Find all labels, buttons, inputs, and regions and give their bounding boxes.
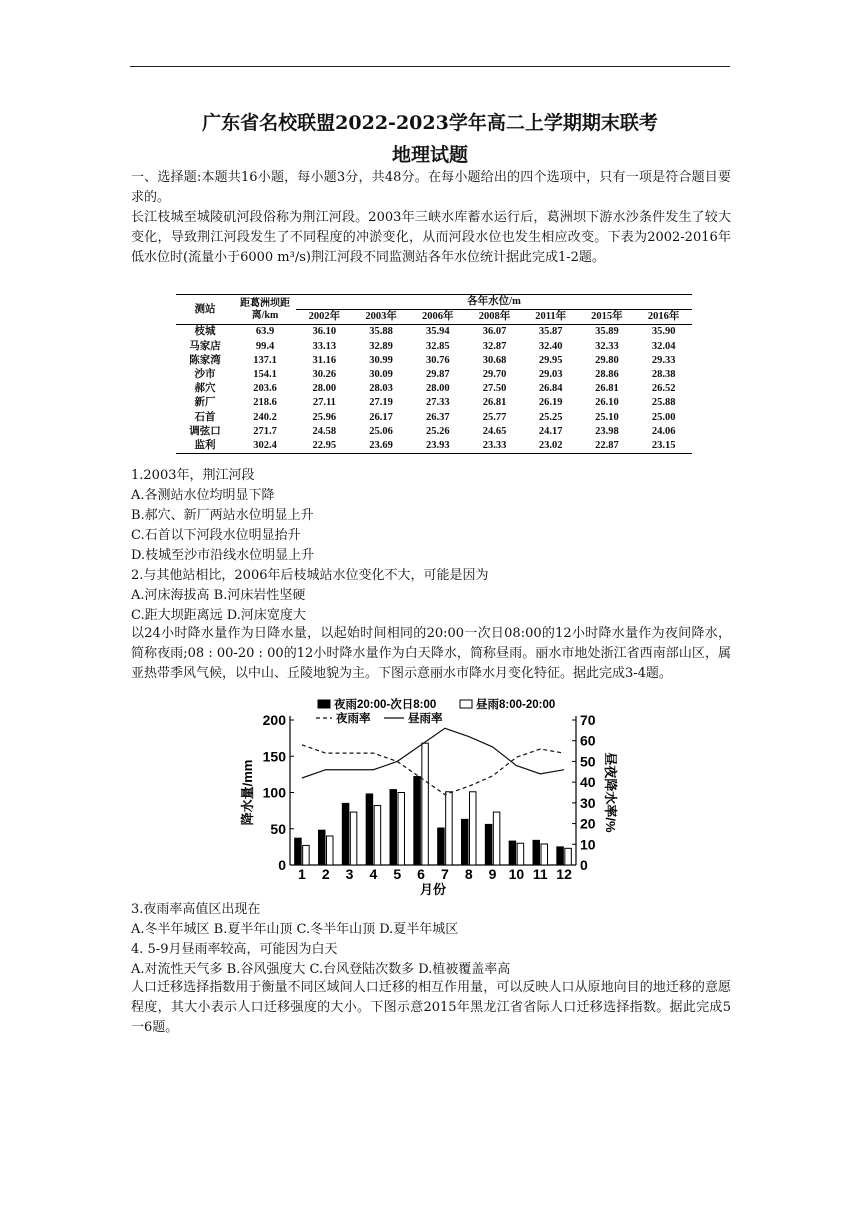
level-cell: 30.68	[482, 354, 507, 366]
table-row	[176, 325, 692, 340]
level-cell: 25.06	[369, 425, 393, 437]
year-header: 2008年	[466, 310, 523, 325]
level-cell: 35.94	[425, 326, 450, 338]
q4-stem: 4. 5-9月昼雨率较高，可能因为白天	[131, 942, 338, 957]
level-cell: 29.87	[425, 369, 450, 381]
y-tick-label-right: 20	[580, 815, 596, 832]
bar-night	[295, 838, 302, 865]
level-cell: 25.77	[482, 411, 507, 423]
bar-day	[493, 812, 500, 865]
level-cell: 28.00	[425, 383, 450, 395]
level-cell: 23.69	[353, 439, 410, 454]
level-cell: 29.03	[538, 369, 563, 381]
level-cell: 27.11	[312, 397, 336, 409]
level-cell: 26.84	[538, 383, 563, 395]
bar-night	[366, 794, 373, 865]
bar-day	[541, 844, 548, 865]
level-cell: 30.99	[369, 354, 393, 366]
level-cell: 35.87	[538, 326, 563, 338]
level-cell: 27.50	[482, 383, 507, 395]
distance-cell: 203.6	[253, 383, 277, 395]
q4-options: A.对流性天气多 B.谷风强度大 C.台风登陆次数多 D.植被覆盖率高	[131, 962, 511, 977]
x-tick-label: 6	[417, 866, 425, 882]
distance-cell: 137.1	[253, 354, 277, 366]
x-tick-label: 8	[464, 866, 473, 882]
level-cell: 29.80	[595, 354, 619, 366]
level-cell: 25.26	[425, 425, 450, 437]
level-cell: 32.87	[482, 340, 507, 352]
level-cell: 32.33	[595, 340, 619, 352]
q1-option-b: B.郝穴、新厂两站水位明显上升	[131, 508, 314, 523]
table-row	[176, 396, 692, 410]
year-header: 2015年	[579, 310, 636, 325]
distance-cell: 271.7	[253, 425, 277, 437]
x-tick-label: 12	[556, 866, 572, 882]
col-group: 各年水位/m	[296, 295, 692, 310]
station-cell: 沙市	[194, 369, 216, 381]
x-tick-label: 3	[345, 866, 354, 882]
distance-cell: 240.2	[253, 411, 277, 423]
level-cell: 32.85	[425, 340, 450, 352]
line-day-rate	[302, 728, 564, 778]
level-cell: 30.09	[369, 369, 393, 381]
level-cell: 23.33	[466, 439, 523, 454]
table-row	[176, 439, 692, 454]
x-tick-label: 1	[298, 866, 306, 882]
level-cell: 26.81	[595, 383, 619, 395]
bar-day	[327, 836, 334, 865]
y-tick-label-right: 40	[580, 774, 596, 791]
q3-stem: 3.夜雨率高值区出现在	[131, 902, 261, 917]
q1-option-d: D.枝城至沙市沿线水位明显上升	[131, 548, 315, 563]
q1-option-c: C.石首以下河段水位明显抬升	[131, 528, 301, 543]
distance-cell: 99.4	[255, 340, 275, 352]
level-cell: 22.95	[296, 439, 353, 454]
q1-stem: 1.2003年，荆江河段	[131, 468, 255, 483]
x-tick-label: 10	[508, 866, 525, 882]
q2-options-cd: C.距大坝距离远 D.河床宽度大	[131, 608, 306, 623]
table-row	[176, 425, 692, 439]
legend-swatch-night	[318, 700, 330, 708]
col-distance: 距葛洲坝距离/km	[234, 295, 296, 325]
bar-day	[565, 848, 572, 865]
bar-day	[446, 792, 453, 865]
y-tick-label-right: 60	[580, 732, 596, 749]
y-tick-label-right: 10	[580, 836, 596, 853]
bar-day	[350, 812, 357, 865]
x-tick-label: 7	[441, 866, 449, 882]
level-cell: 26.19	[538, 397, 563, 409]
level-cell: 35.90	[651, 326, 676, 338]
bar-night	[319, 830, 326, 865]
level-cell: 35.88	[369, 326, 393, 338]
level-cell: 25.10	[595, 411, 619, 423]
station-cell: 监利	[176, 439, 234, 454]
level-cell: 27.19	[369, 397, 393, 409]
col-station: 测站	[176, 295, 234, 325]
station-cell: 陈家湾	[189, 354, 221, 366]
level-cell: 25.88	[651, 397, 676, 409]
level-cell: 28.38	[651, 369, 676, 381]
table-row	[176, 354, 692, 368]
table-row	[176, 411, 692, 425]
passage-3: 人口迁移选择指数用于衡量不同区域间人口迁移的相互作用量，可以反映人口从原地向目的地迁移的意愿程度，其大小表示人口迁移强度的大小。下图示意2015年黑龙江省省际人口迁移选择指数。据此完成5一6题。	[131, 980, 731, 1035]
station-cell: 调弦口	[189, 425, 221, 437]
level-cell: 23.93	[409, 439, 466, 454]
level-cell: 35.89	[595, 326, 619, 338]
station-cell: 马家店	[189, 340, 221, 352]
year-header: 2006年	[409, 310, 466, 325]
year-header: 2003年	[353, 310, 410, 325]
level-cell: 22.87	[579, 439, 636, 454]
precipitation-chart	[235, 698, 630, 898]
x-tick-label: 5	[393, 866, 402, 882]
bar-night	[414, 777, 421, 865]
q2-stem: 2.与其他站相比，2006年后枝城站水位变化不大，可能是因为	[131, 568, 489, 583]
level-cell: 25.96	[312, 411, 337, 423]
legend-swatch-day	[460, 700, 472, 708]
level-cell: 24.58	[312, 425, 337, 437]
level-cell: 28.00	[312, 383, 337, 395]
level-cell: 36.07	[482, 326, 507, 338]
top-rule	[130, 66, 730, 67]
station-cell: 石首	[194, 411, 216, 423]
legend-label-day: 昼雨8:00-20:00	[476, 699, 556, 711]
legend-label-night-rate: 夜雨率	[336, 713, 371, 725]
passage-2: 以24小时降水量作为日降水量，以起始时间相同的20:00一次日08:00的12小时降水量作为夜间降水，简称夜雨;08 : 00-20 : 00的12小时降水量作为白天降水，简称昼雨。丽水市地处浙江省西南部山区，属亚热带季风气候，以中山、丘陵地貌为主。下图示意丽水市降水月变化特征。据此完成3-4题。	[131, 626, 731, 681]
level-cell: 36.10	[312, 326, 337, 338]
distance-cell: 218.6	[253, 397, 277, 409]
table-row	[176, 368, 692, 382]
bar-day	[303, 845, 310, 865]
distance-cell: 302.4	[234, 439, 296, 454]
y-axis-label-left: 降水量/mm	[240, 759, 255, 826]
level-cell: 24.06	[651, 425, 676, 437]
level-cell: 26.52	[651, 383, 676, 395]
y-tick-label-right: 0	[580, 857, 588, 873]
bar-night	[438, 828, 445, 865]
year-header: 2011年	[523, 310, 579, 325]
table-row	[176, 382, 692, 396]
level-cell: 30.26	[312, 369, 337, 381]
level-cell: 28.03	[369, 383, 393, 395]
distance-cell: 63.9	[255, 326, 275, 338]
year-header: 2002年	[296, 310, 353, 325]
level-cell: 23.98	[595, 425, 619, 437]
bar-night	[509, 841, 515, 865]
level-cell: 29.33	[651, 354, 676, 366]
level-cell: 23.15	[635, 439, 692, 454]
bar-day	[470, 792, 477, 865]
y-axis-label-right: 昼夜降水率/%	[603, 752, 618, 833]
q1-option-a: A.各测站水位均明显下降	[131, 488, 275, 503]
table-row	[176, 340, 692, 354]
level-cell: 33.13	[312, 340, 337, 352]
y-tick-label-left: 0	[278, 857, 286, 873]
bar-day	[517, 843, 524, 865]
level-cell: 26.17	[369, 411, 393, 423]
level-cell: 28.86	[595, 369, 619, 381]
level-cell: 26.81	[482, 397, 507, 409]
x-tick-label: 9	[488, 866, 497, 882]
level-cell: 32.04	[651, 340, 676, 352]
level-cell: 29.95	[538, 354, 563, 366]
y-tick-label-right: 70	[580, 712, 596, 728]
legend-label-night: 夜雨20:00-次日8:00	[334, 699, 437, 711]
level-cell: 23.02	[523, 439, 579, 454]
level-cell: 27.33	[425, 397, 450, 409]
level-cell: 26.10	[595, 397, 619, 409]
level-cell: 26.37	[425, 411, 450, 423]
level-cell: 24.17	[538, 425, 563, 437]
passage-1: 长江枝城至城陵矶河段俗称为荆江河段。2003年三峡水库蓄水运行后，葛洲坝下游水沙条件发生了较大变化，导致荆江河段发生了不同程度的冲淤变化，从而河段水位也发生相应改变。下表为2002-2016年低水位时(流量小于6000 m³/s)荆江河段不同监测站各年水位统计据此完成1-2题。	[131, 210, 731, 265]
legend-label-day-rate: 昼雨率	[408, 713, 443, 725]
x-tick-label: 4	[369, 866, 378, 882]
bar-night	[462, 819, 469, 865]
x-tick-label: 11	[532, 866, 548, 882]
station-cell: 枝城	[194, 326, 216, 338]
exam-title: 广东省名校联盟2022-2023学年高二上学期期末联考	[202, 112, 658, 134]
distance-cell: 154.1	[253, 369, 277, 381]
bar-day	[398, 793, 405, 866]
y-tick-label-left: 150	[262, 748, 286, 765]
bar-night	[557, 847, 564, 865]
y-tick-label-left: 200	[262, 712, 286, 728]
y-tick-label-left: 50	[270, 820, 286, 837]
level-cell: 25.25	[538, 411, 563, 423]
x-axis-label: 月份	[419, 882, 447, 897]
section-instructions: 一、选择题:本题共16小题，每小题3分，共48分。在每小题给出的四个选项中，只有一项是符合题目要求的。	[131, 170, 731, 205]
station-cell: 新厂	[194, 397, 216, 409]
level-cell: 24.65	[482, 425, 507, 437]
bar-night	[533, 840, 540, 865]
q2-options-ab: A.河床海拔高 B.河床岩性坚硬	[131, 588, 306, 603]
y-tick-label-left: 100	[262, 784, 286, 801]
x-tick-label: 2	[321, 866, 330, 882]
bar-night	[342, 803, 349, 865]
year-header: 2016年	[635, 310, 692, 325]
level-cell: 25.00	[651, 411, 676, 423]
bar-night	[485, 824, 492, 865]
level-cell: 32.40	[538, 340, 563, 352]
water-level-table	[176, 294, 692, 454]
level-cell: 29.70	[482, 369, 507, 381]
bar-day	[374, 806, 381, 865]
bar-night	[390, 790, 397, 865]
q3-options: A.冬半年城区 B.夏半年山顶 C.冬半年山顶 D.夏半年城区	[131, 922, 459, 937]
exam-subtitle: 地理试题	[391, 144, 468, 166]
y-tick-label-right: 30	[580, 794, 596, 811]
level-cell: 32.89	[369, 340, 393, 352]
station-cell: 郝穴	[194, 383, 216, 395]
level-cell: 30.76	[425, 354, 450, 366]
bar-day	[422, 743, 429, 865]
level-cell: 31.16	[312, 354, 337, 366]
y-tick-label-right: 50	[580, 753, 596, 770]
